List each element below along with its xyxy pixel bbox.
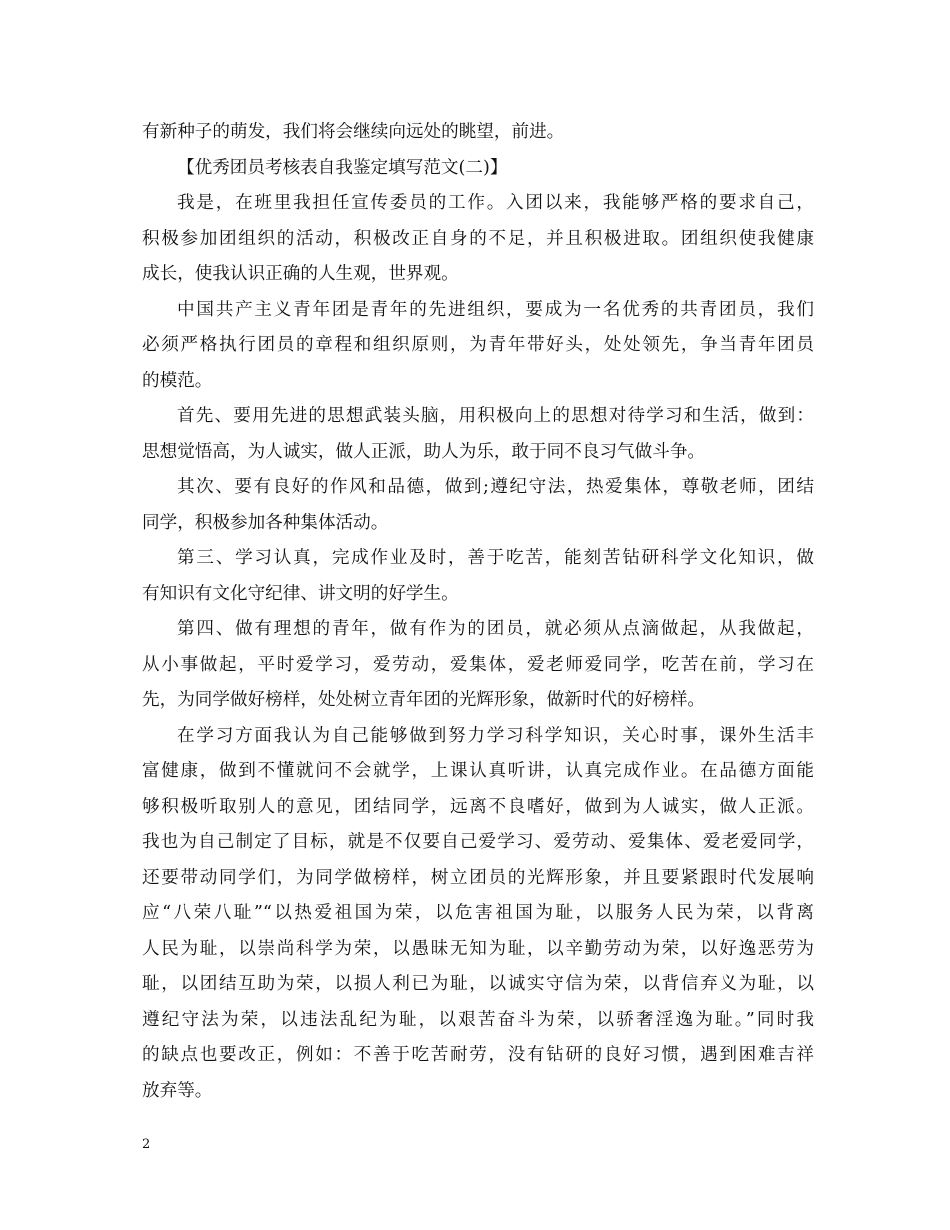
document-body	[142, 115, 814, 1109]
text-line: 同学，积极参加各种集体活动。	[142, 512, 389, 533]
text-line: 耻，以团结互助为荣，以损人利已为耻，以诚实守信为荣，以背信弃义为耻，以	[142, 974, 814, 994]
text-line: 成长，使我认识正确的人生观，世界观。	[142, 264, 459, 284]
text-line: 有新种子的萌发，我们将会继续向远处的眺望，前进。	[142, 122, 565, 142]
text-line: 第四、做有理想的青年，做有作为的团员，就必须从点滴做起，从我做起，	[177, 619, 814, 639]
text-line: 人民为耻，以崇尚科学为荣，以愚昧无知为耻，以辛勤劳动为荣，以好逸恶劳为	[142, 938, 814, 959]
text-line: 其次、要有良好的作风和品德，做到;遵纪守法，热爱集体，尊敬老师，团结	[177, 477, 814, 497]
text-line: 我是，在班里我担任宣传委员的工作。入团以来，我能够严格的要求自己，	[177, 193, 814, 213]
text-line: 首先、要用先进的思想武装头脑，用积极向上的思想对待学习和生活，做到：	[177, 406, 814, 426]
page-number: 2	[142, 1137, 151, 1152]
text-line: 富健康，做到不懂就问不会就学，上课认真听讲，认真完成作业。在品德方面能	[142, 761, 814, 781]
text-line: 第三、学习认真，完成作业及时，善于吃苦，能刻苦钻研科学文化知识，做	[177, 548, 814, 568]
text-line: 的模范。	[142, 370, 213, 391]
section-heading: 【优秀团员考核表自我鉴定填写范文(二)】	[177, 157, 508, 178]
text-line: 的缺点也要改正，例如：不善于吃苦耐劳，没有钻研的良好习惯，遇到困难吉祥	[142, 1045, 814, 1065]
text-line: 必须严格执行团员的章程和组织原则，为青年带好头，处处领先，争当青年团员	[142, 335, 814, 355]
text-line: 从小事做起，平时爱学习，爱劳动，爱集体，爱老师爱同学，吃苦在前，学习在	[142, 654, 814, 675]
text-line: 够积极听取别人的意见，团结同学，远离不良嗜好，做到为人诚实，做人正派。	[142, 796, 814, 817]
text-line: 积极参加团组织的活动，积极改正自身的不足，并且积极进取。团组织使我健康	[142, 228, 814, 249]
text-line: 有知识有文化守纪律、讲文明的好学生。	[142, 583, 459, 604]
text-line: 先，为同学做好榜样，处处树立青年团的光辉形象，做新时代的好榜样。	[142, 690, 706, 710]
text-line: 应“八荣八耻”“以热爱祖国为荣，以危害祖国为耻，以服务人民为荣，以背离	[142, 903, 814, 923]
text-line: 在学习方面我认为自己能够做到努力学习科学知识，关心时事，课外生活丰	[177, 725, 814, 746]
text-line: 中国共产主义青年团是青年的先进组织，要成为一名优秀的共青团员，我们	[177, 299, 814, 320]
text-line: 遵纪守法为荣，以违法乱纪为耻，以艰苦奋斗为荣，以骄奢淫逸为耻。”同时我	[142, 1009, 814, 1030]
text-line: 思想觉悟高，为人诚实，做人正派，助人为乐，敢于同不良习气做斗争。	[142, 441, 706, 462]
text-line: 放弃等。	[142, 1080, 213, 1101]
text-line: 我也为自己制定了目标，就是不仅要自己爱学习、爱劳动、爱集体、爱老爱同学，	[142, 832, 814, 852]
text-line: 还要带动同学们，为同学做榜样，树立团员的光辉形象，并且要紧跟时代发展响	[142, 867, 814, 888]
